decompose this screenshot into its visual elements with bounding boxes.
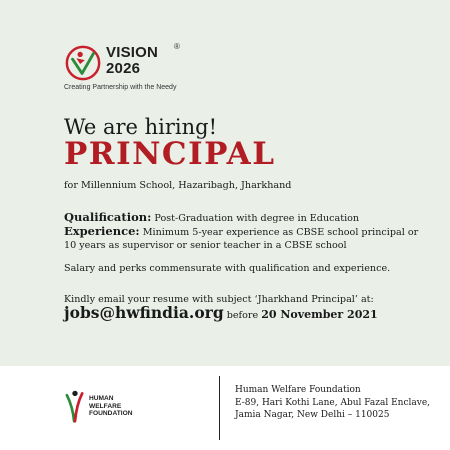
hwf-logo-icon [64, 388, 86, 424]
apply-email[interactable]: jobs@hwfindia.org [64, 303, 224, 322]
registered-mark: ® [174, 42, 180, 51]
qualification-line [64, 211, 394, 225]
qualification-text: Post-Graduation with degree in Education [151, 213, 360, 224]
vision-2026-logo [64, 42, 234, 94]
vision-logo-wordmark [106, 45, 158, 77]
vision-logo-icon [64, 44, 102, 82]
hwf-logo [64, 388, 184, 428]
address-city: Jamia Nagar, New Delhi – 110025 [235, 410, 390, 420]
experience-line [64, 224, 419, 239]
footer-divider [219, 376, 220, 440]
apply-deadline: 20 November 2021 [261, 308, 378, 321]
apply-instruction: Kindly email your resume with subject ‘Jharkhand Principal’ at: [64, 294, 374, 305]
position-title: PRINCIPAL [64, 136, 276, 172]
apply-before: before [223, 310, 262, 321]
footer-address [235, 384, 430, 422]
hiring-headline: We are hiring! [64, 115, 218, 139]
experience-text-1: Minimum 5-year experience as CBSE school principal or [139, 227, 419, 238]
vision-logo-name: VISION [106, 44, 159, 61]
address-street: E-89, Hari Kothi Lane, Abul Fazal Enclave, [235, 397, 431, 408]
salary-note: Salary and perks commensurate with qualification and experience. [64, 263, 391, 274]
school-location: for Millennium School, Hazaribagh, Jharkhand [64, 180, 292, 191]
address-org: Human Welfare Foundation [235, 385, 361, 395]
hwf-name-line2: WELFARE [89, 402, 122, 410]
poster-footer [0, 366, 450, 450]
vision-logo-tagline: Creating Partnership with the Needy [64, 84, 177, 91]
hwf-name-line3: FOUNDATION [89, 410, 133, 418]
qualification-label: Qualification: [64, 210, 152, 224]
experience-label: Experience: [64, 224, 140, 238]
hwf-name-line1: HUMAN [89, 395, 114, 402]
apply-row [64, 303, 378, 322]
vision-logo-year: 2026 [106, 60, 141, 77]
hwf-wordmark [89, 395, 132, 418]
requirements [64, 210, 419, 252]
experience-text-2: 10 years as supervisor or senior teacher in a CBSE school [64, 240, 347, 251]
